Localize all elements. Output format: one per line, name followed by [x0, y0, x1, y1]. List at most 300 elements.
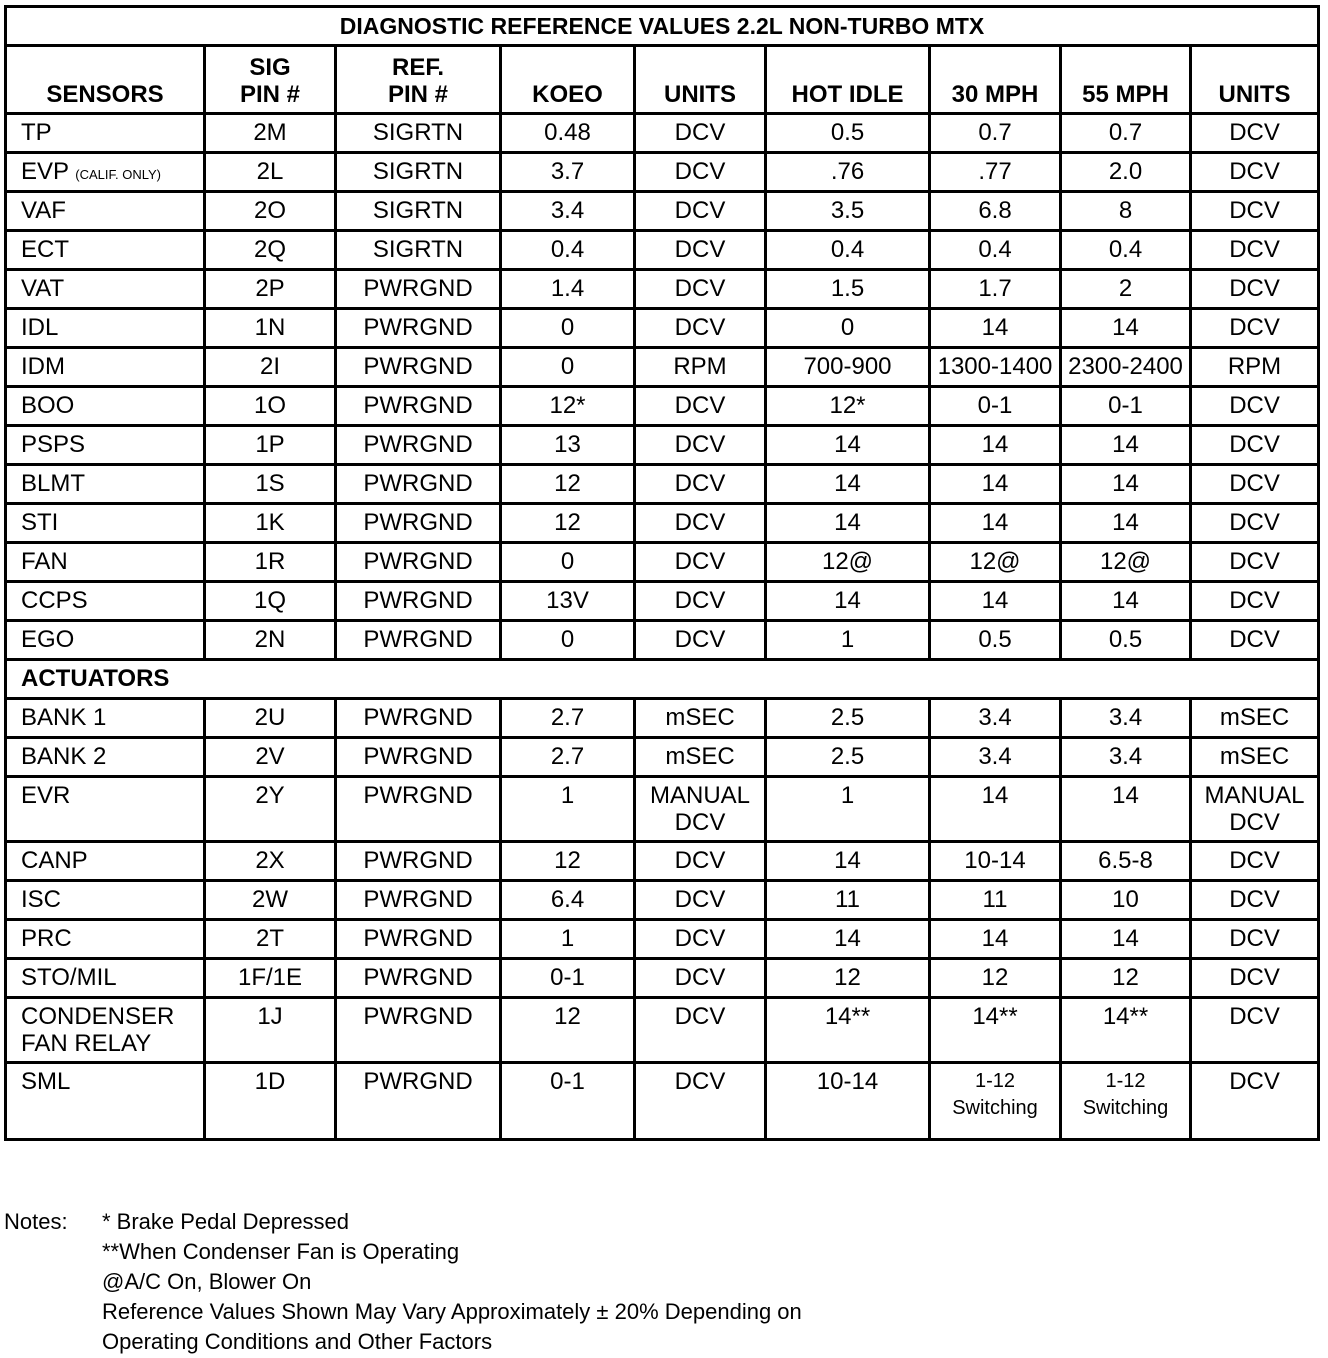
table-cell: 12 [501, 504, 635, 543]
cell-line: EVR [21, 782, 71, 809]
cell-line: 2Y [255, 782, 285, 809]
table-cell [930, 777, 1061, 842]
table-cell: 12@ [766, 543, 930, 582]
table-cell: 0.7 [930, 114, 1061, 153]
table-cell: PWRGND [336, 738, 501, 777]
table-cell: PWRGND [336, 959, 501, 998]
table-cell: 6.4 [501, 881, 635, 920]
table-cell: DCV [635, 426, 766, 465]
table-row [6, 998, 1319, 1063]
table-cell: 14 [1061, 309, 1191, 348]
table-cell: 11 [930, 881, 1061, 920]
table-cell: 2300-2400 [1061, 348, 1191, 387]
table-cell: PWRGND [336, 309, 501, 348]
table-cell: DCV [1191, 309, 1319, 348]
table-cell: PWRGND [336, 920, 501, 959]
cell-line: PWRGND [363, 1003, 473, 1030]
table-cell: DCV [1191, 543, 1319, 582]
table-cell: 13 [501, 426, 635, 465]
note-line: Reference Values Shown May Vary Approximately ± 20% Depending on [102, 1299, 802, 1324]
table-cell [501, 777, 635, 842]
table-cell: DCV [635, 231, 766, 270]
sensor-name-text: IDM [21, 353, 65, 380]
table-cell: PWRGND [336, 621, 501, 660]
table-cell: 14 [766, 582, 930, 621]
cell-line: DCV [674, 1003, 726, 1030]
table-row [6, 348, 1319, 387]
sensor-name-text: FAN [21, 548, 68, 575]
cell-line: CONDENSER [21, 1003, 175, 1030]
sensor-name-text: ECT [21, 236, 69, 263]
cell-line: 14** [972, 1003, 1018, 1030]
table-cell: 14 [1061, 920, 1191, 959]
column-header-line: SENSORS [46, 81, 164, 108]
table-cell: 12 [501, 465, 635, 504]
table-cell: DCV [635, 881, 766, 920]
cell-line: SML [21, 1068, 71, 1095]
actuators-section-header [6, 660, 1319, 699]
table-cell: DCV [1191, 465, 1319, 504]
table-cell: DCV [635, 959, 766, 998]
table-cell: RPM [1191, 348, 1319, 387]
column-header-line: KOEO [532, 81, 603, 108]
cell-line: 12 [554, 1003, 581, 1030]
note-line: Operating Conditions and Other Factors [102, 1329, 493, 1354]
sensors-section [6, 114, 1319, 660]
diagnostic-reference-sheet [4, 5, 1317, 1141]
cell-line: Switching [952, 1097, 1038, 1119]
sensor-name [6, 504, 205, 543]
sensor-name-text: PSPS [21, 431, 86, 458]
table-cell: 1 [501, 920, 635, 959]
table-cell: DCV [1191, 920, 1319, 959]
actuator-name: STO/MIL [6, 959, 205, 998]
actuator-name: PRC [6, 920, 205, 959]
table-cell [336, 1063, 501, 1140]
table-cell [930, 1063, 1061, 1140]
table-cell: 0.5 [1061, 621, 1191, 660]
table-row [6, 114, 1319, 153]
table-cell [1061, 1063, 1191, 1140]
table-cell: DCV [635, 842, 766, 881]
table-cell: 2W [205, 881, 336, 920]
table-cell: 14 [930, 309, 1061, 348]
sensor-name [6, 621, 205, 660]
column-header [635, 46, 766, 114]
table-row [6, 309, 1319, 348]
table-row [6, 231, 1319, 270]
table-cell: PWRGND [336, 842, 501, 881]
cell-line: MANUAL [649, 782, 751, 809]
sensor-name-text: EVP [21, 158, 69, 185]
table-cell: DCV [635, 465, 766, 504]
cell-line: 10-14 [816, 1068, 879, 1095]
table-row [6, 426, 1319, 465]
table-cell: DCV [635, 582, 766, 621]
table-cell: 3.4 [1061, 738, 1191, 777]
table-cell: 1K [205, 504, 336, 543]
table-cell: 0 [501, 309, 635, 348]
table-cell: SIGRTN [336, 153, 501, 192]
table-cell: PWRGND [336, 582, 501, 621]
note-line: @A/C On, Blower On [102, 1269, 312, 1294]
table-cell: 2.5 [766, 699, 930, 738]
cell-line: 14 [1112, 782, 1139, 809]
table-cell: 14 [1061, 426, 1191, 465]
cell-line: Switching [1082, 1097, 1169, 1119]
table-cell: 0.4 [930, 231, 1061, 270]
column-header-line: REF. [391, 54, 444, 81]
table-cell [766, 1063, 930, 1140]
sensor-name [6, 153, 205, 192]
table-cell: 2Q [205, 231, 336, 270]
sensor-name [6, 309, 205, 348]
table-cell [635, 998, 766, 1063]
table-cell: 14 [766, 842, 930, 881]
sensor-name [6, 543, 205, 582]
sensor-name-text: VAT [21, 275, 65, 302]
table-cell: 1O [205, 387, 336, 426]
table-cell: 14 [930, 426, 1061, 465]
sensor-name-text: CCPS [21, 587, 88, 614]
table-cell: 3.7 [501, 153, 635, 192]
cell-line: PWRGND [363, 1068, 473, 1095]
table-cell: DCV [1191, 192, 1319, 231]
note-line: **When Condenser Fan is Operating [102, 1239, 460, 1264]
cell-line: 1 [840, 782, 855, 809]
table-row [6, 881, 1319, 920]
table-cell: 2T [205, 920, 336, 959]
column-header-line: PIN # [387, 81, 449, 108]
column-header-line: 30 MPH [951, 81, 1039, 108]
table-row [6, 192, 1319, 231]
table-cell: PWRGND [336, 881, 501, 920]
cell-line: DCV [1229, 1003, 1280, 1030]
notes-label: Notes: [4, 1209, 68, 1234]
table-cell: SIGRTN [336, 114, 501, 153]
table-row [6, 920, 1319, 959]
table-cell [205, 998, 336, 1063]
table-cell: 3.4 [930, 738, 1061, 777]
table-cell: DCV [1191, 582, 1319, 621]
table-cell: DCV [1191, 153, 1319, 192]
table-cell [635, 777, 766, 842]
table-cell: DCV [635, 153, 766, 192]
actuators-section [6, 699, 1319, 1140]
table-cell: DCV [1191, 426, 1319, 465]
table-cell: 1R [205, 543, 336, 582]
cell-line: DCV [1229, 809, 1280, 836]
actuator-name: BANK 1 [6, 699, 205, 738]
table-cell: DCV [635, 309, 766, 348]
table-row [6, 153, 1319, 192]
table-cell [1061, 777, 1191, 842]
table-cell: 2U [205, 699, 336, 738]
table-row [6, 504, 1319, 543]
table-cell: 2P [205, 270, 336, 309]
sensor-name [6, 231, 205, 270]
table-title: DIAGNOSTIC REFERENCE VALUES 2.2L NON-TURBO MTX [6, 7, 1319, 46]
table-cell: 14 [1061, 582, 1191, 621]
table-cell: DCV [1191, 621, 1319, 660]
table-cell: DCV [635, 504, 766, 543]
cell-line: FAN RELAY [21, 1030, 152, 1057]
actuator-name: ISC [6, 881, 205, 920]
table-cell: 13V [501, 582, 635, 621]
table-cell: 12 [1061, 959, 1191, 998]
table-cell: 3.4 [930, 699, 1061, 738]
table-row [6, 959, 1319, 998]
table-cell: 1.5 [766, 270, 930, 309]
column-header-line: HOT IDLE [791, 81, 904, 108]
table-cell: 0 [501, 621, 635, 660]
table-cell: 14 [930, 582, 1061, 621]
table-cell: DCV [635, 621, 766, 660]
table-cell: PWRGND [336, 465, 501, 504]
column-header-line: 55 MPH [1082, 81, 1169, 108]
column-header-line: UNITS [664, 81, 736, 108]
table-row [6, 270, 1319, 309]
table-cell: 2.7 [501, 738, 635, 777]
table-cell: PWRGND [336, 426, 501, 465]
table-cell: 12@ [930, 543, 1061, 582]
table-cell: 1 [766, 621, 930, 660]
column-header [930, 46, 1061, 114]
table-cell: 2.5 [766, 738, 930, 777]
table-cell: 14 [766, 920, 930, 959]
table-cell: mSEC [635, 738, 766, 777]
table-cell: 1S [205, 465, 336, 504]
table-cell: DCV [1191, 114, 1319, 153]
table-cell: .76 [766, 153, 930, 192]
table-cell [205, 777, 336, 842]
table-cell: mSEC [1191, 699, 1319, 738]
sensor-name [6, 192, 205, 231]
cell-line: PWRGND [363, 782, 473, 809]
cell-line: 1 [560, 782, 575, 809]
table-cell: 0 [766, 309, 930, 348]
table-cell [501, 998, 635, 1063]
column-header-row [6, 46, 1319, 114]
column-header [766, 46, 930, 114]
cell-line: DCV [674, 809, 726, 836]
column-header-line: PIN # [239, 81, 301, 108]
table-row [6, 465, 1319, 504]
table-cell: SIGRTN [336, 231, 501, 270]
sensor-name [6, 582, 205, 621]
column-header [1061, 46, 1191, 114]
table-cell [1191, 998, 1319, 1063]
table-cell: 0.48 [501, 114, 635, 153]
cell-line: 0-1 [550, 1068, 585, 1095]
table-cell: 3.5 [766, 192, 930, 231]
column-header [6, 46, 205, 114]
table-row [6, 777, 1319, 842]
column-header [501, 46, 635, 114]
sensor-name-text: VAF [21, 197, 66, 224]
table-row [6, 543, 1319, 582]
actuator-name [6, 777, 205, 842]
cell-line: 14** [824, 1003, 871, 1030]
calif-only-note: (CALIF. ONLY) [75, 167, 161, 182]
table-cell: 8 [1061, 192, 1191, 231]
table-cell: 14 [930, 504, 1061, 543]
table-cell: 2 [1061, 270, 1191, 309]
cell-line: 1D [254, 1068, 286, 1095]
table-cell: 14 [930, 465, 1061, 504]
sensor-name-text: STI [21, 509, 59, 536]
sensor-name [6, 270, 205, 309]
table-cell: 6.5-8 [1061, 842, 1191, 881]
column-header-line: SIG [249, 54, 291, 81]
table-cell: PWRGND [336, 504, 501, 543]
table-cell: 12 [501, 842, 635, 881]
table-cell: 2L [205, 153, 336, 192]
table-cell: 0-1 [930, 387, 1061, 426]
table-cell: DCV [635, 270, 766, 309]
table-row [6, 582, 1319, 621]
table-cell: SIGRTN [336, 192, 501, 231]
table-cell: 0.4 [1061, 231, 1191, 270]
table-cell: 2O [205, 192, 336, 231]
note-line: * Brake Pedal Depressed [102, 1209, 350, 1234]
table-cell: PWRGND [336, 348, 501, 387]
table-row [6, 699, 1319, 738]
table-cell: 0-1 [501, 959, 635, 998]
table-cell: 12* [501, 387, 635, 426]
table-cell [635, 1063, 766, 1140]
table-cell [1191, 1063, 1319, 1140]
table-cell: 2.0 [1061, 153, 1191, 192]
table-cell: DCV [1191, 959, 1319, 998]
cell-line: 1J [257, 1003, 283, 1030]
table-cell: 0 [501, 348, 635, 387]
sensor-name [6, 387, 205, 426]
table-cell: 14 [766, 465, 930, 504]
actuators-label: ACTUATORS [6, 660, 1319, 699]
table-cell: mSEC [635, 699, 766, 738]
table-cell: 10 [1061, 881, 1191, 920]
table-cell [766, 998, 930, 1063]
cell-line: MANUAL [1204, 782, 1305, 809]
table-cell: DCV [1191, 387, 1319, 426]
table-cell: 14 [930, 920, 1061, 959]
table-cell: 2V [205, 738, 336, 777]
table-cell: DCV [635, 192, 766, 231]
sensor-name-text: TP [21, 119, 52, 146]
column-header [205, 46, 336, 114]
table-cell: 1.4 [501, 270, 635, 309]
table-row [6, 387, 1319, 426]
table-cell: 12@ [1061, 543, 1191, 582]
sensor-name-text: BLMT [21, 470, 86, 497]
table-cell: 11 [766, 881, 930, 920]
table-cell: 0.7 [1061, 114, 1191, 153]
table-cell [1191, 777, 1319, 842]
notes-list [102, 1207, 982, 1357]
table-cell: 0.4 [766, 231, 930, 270]
actuator-name: CANP [6, 842, 205, 881]
table-cell: PWRGND [336, 699, 501, 738]
cell-line: 14 [981, 782, 1009, 809]
table-cell [336, 998, 501, 1063]
table-cell: PWRGND [336, 270, 501, 309]
table-cell: DCV [635, 114, 766, 153]
actuator-name [6, 1063, 205, 1140]
table-cell: PWRGND [336, 387, 501, 426]
table-cell [501, 1063, 635, 1140]
table-cell: 1P [205, 426, 336, 465]
table-cell: mSEC [1191, 738, 1319, 777]
table-cell: 0.4 [501, 231, 635, 270]
sensor-name [6, 114, 205, 153]
table-cell: 14 [1061, 465, 1191, 504]
table-cell: 12 [766, 959, 930, 998]
table-cell: DCV [1191, 842, 1319, 881]
table-cell: 14 [766, 504, 930, 543]
table-cell [1061, 998, 1191, 1063]
cell-line: DCV [1229, 1068, 1280, 1095]
table-cell: DCV [1191, 504, 1319, 543]
table-cell: 2M [205, 114, 336, 153]
table-cell: 1300-1400 [930, 348, 1061, 387]
sensor-name-text: EGO [21, 626, 75, 653]
table-cell: RPM [635, 348, 766, 387]
table-cell: 3.4 [501, 192, 635, 231]
actuator-name [6, 998, 205, 1063]
table-cell: 1N [205, 309, 336, 348]
table-cell: DCV [635, 543, 766, 582]
sensor-name [6, 426, 205, 465]
table-cell: 14 [1061, 504, 1191, 543]
table-cell: 10-14 [930, 842, 1061, 881]
table-row [6, 842, 1319, 881]
cell-line: 14** [1102, 1003, 1149, 1030]
table-cell: 1.7 [930, 270, 1061, 309]
table-cell: .77 [930, 153, 1061, 192]
sensor-name [6, 465, 205, 504]
table-cell: 0 [501, 543, 635, 582]
table-row [6, 1063, 1319, 1140]
diagnostic-table [4, 5, 1320, 1141]
table-cell [205, 1063, 336, 1140]
table-cell [930, 998, 1061, 1063]
sensor-name-text: IDL [21, 314, 59, 341]
table-cell: 1Q [205, 582, 336, 621]
table-cell: 700-900 [766, 348, 930, 387]
cell-line: 1-12 [1105, 1070, 1146, 1092]
table-cell: 0.5 [766, 114, 930, 153]
table-cell [336, 777, 501, 842]
table-cell: 12* [766, 387, 930, 426]
table-cell: DCV [635, 387, 766, 426]
sensor-name [6, 348, 205, 387]
table-row [6, 621, 1319, 660]
cell-line: 1-12 [974, 1070, 1016, 1092]
table-cell: DCV [1191, 881, 1319, 920]
table-row [6, 738, 1319, 777]
column-header [336, 46, 501, 114]
sensor-name-text: BOO [21, 392, 75, 419]
column-header [1191, 46, 1319, 114]
table-cell [766, 777, 930, 842]
cell-line: DCV [674, 1068, 726, 1095]
table-cell: 0-1 [1061, 387, 1191, 426]
table-cell: 2N [205, 621, 336, 660]
table-cell: 1F/1E [205, 959, 336, 998]
table-cell: 2X [205, 842, 336, 881]
table-cell: 0.5 [930, 621, 1061, 660]
